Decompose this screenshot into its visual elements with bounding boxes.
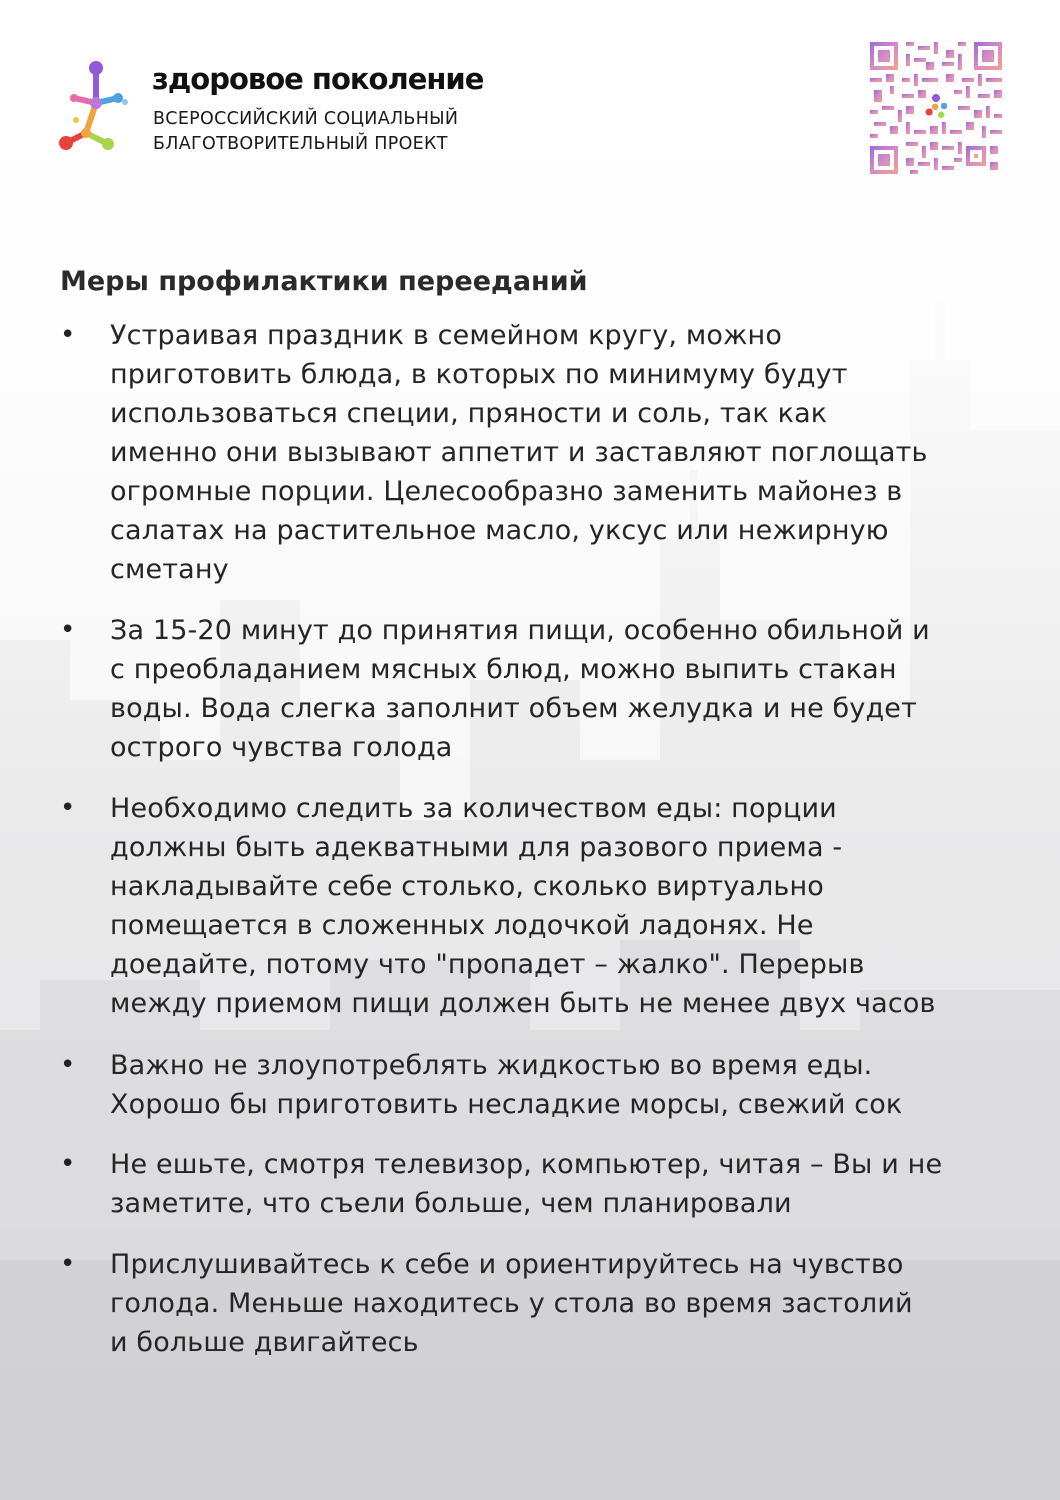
brand-name: здоровое поколение [152,62,484,96]
list-item-text: Важно не злоупотреблять жидкостью во время еды. Хорошо бы приготовить несладкие морсы, свежий сок [110,1050,903,1120]
list-item-text: Прислушивайтесь к себе и ориентируйтесь на чувство голода. Меньше находитесь у стола во время застолий и больше двигайтесь [110,1249,913,1358]
list-item [60,1245,1000,1365]
section-title: Меры профилактики перееданий [60,266,588,297]
list-item [60,316,1000,596]
bullet: • [60,1149,76,1179]
list-item-text: Необходимо следить за количеством еды: порции должны быть адекватными для разового приема - накладывайте себе столько, сколько виртуально помещается в сложенных лодочкой ладонях. Не доедайте, потому что "пропадет – жалко". Перерыв между приемом пищи должен быть не менее двух часов [110,793,936,1019]
list-item-text: За 15-20 минут до принятия пищи, особенно обильной и с преобладанием мясных блюд, можно выпить стакан воды. Вода слегка заполнит объем желудка и не будет острого чувства голода [110,615,930,763]
bullet: • [60,793,76,823]
list-item [60,1145,1000,1225]
list-item-text: Не ешьте, смотря телевизор, компьютер, читая – Вы и не заметите, что съели больше, чем планировали [110,1149,943,1219]
bullet: • [60,1249,76,1279]
brand-subtitle-line1: ВСЕРОССИЙСКИЙ СОЦИАЛЬНЫЙ [153,109,459,129]
list-item [60,611,1000,771]
bullet: • [60,1050,76,1080]
bullet: • [60,615,76,645]
bullet: • [60,320,76,350]
list-item-text: Устраивая праздник в семейном кругу, можно приготовить блюда, в которых по минимуму будут использоваться специи, пряности и соль, так как именно они вызывают аппетит и заставляют поглощать огромные порции. Целесообразно заменить майонез в салатах на растительное масло, уксус или нежирную сметану [110,320,928,585]
brand-subtitle-line2: БЛАГОТВОРИТЕЛЬНЫЙ ПРОЕКТ [153,134,448,154]
list-item [60,789,1000,1029]
list-item [60,1046,1000,1126]
